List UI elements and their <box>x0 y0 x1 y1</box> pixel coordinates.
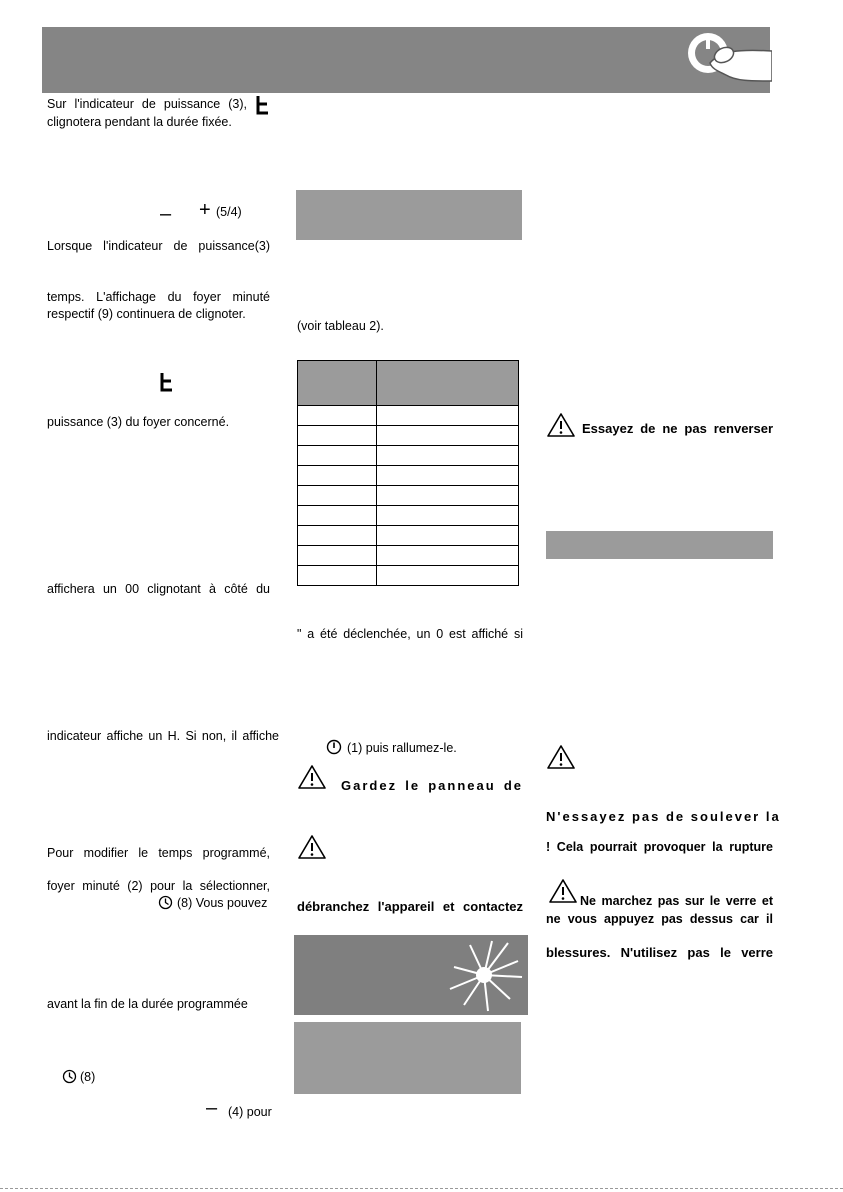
touch-finger-icon <box>680 29 772 91</box>
plus-icon: + <box>199 199 211 221</box>
table-header-cell <box>298 361 377 406</box>
table-header-row <box>298 361 519 406</box>
table-cell <box>298 466 377 486</box>
table-cell <box>298 406 377 426</box>
section-heading-box <box>296 190 522 240</box>
col3-p1: Essayez de ne pas renverser <box>582 421 773 436</box>
table-cell <box>298 566 377 586</box>
table-cell <box>377 466 519 486</box>
col1-p4-line2: respectif (9) continuera de clignoter. <box>47 307 246 321</box>
col1-p12: (8) <box>80 1070 96 1084</box>
table-row <box>298 446 519 466</box>
warning-icon <box>548 878 578 904</box>
header-banner <box>42 27 770 93</box>
table-row <box>298 566 519 586</box>
minus-icon: – <box>160 203 172 225</box>
col1-p8: Pour modifier le temps programmé, <box>47 846 270 860</box>
col2-p4: Gardez le panneau de <box>341 778 523 793</box>
clock-icon <box>158 895 173 910</box>
col3-p4-line1: Ne marchez pas sur le verre et <box>580 894 773 908</box>
section-heading-bar <box>546 531 773 559</box>
power-icon <box>326 739 342 755</box>
col1-p2: (5/4) <box>216 205 242 219</box>
col2-p5: débranchez l'appareil et contactez <box>297 899 523 914</box>
table-cell <box>298 546 377 566</box>
col1-p7: indicateur affiche un H. Si non, il affiche <box>47 729 279 743</box>
warning-icon <box>297 834 327 860</box>
table-cell <box>377 526 519 546</box>
dark-heading-box <box>294 935 528 1015</box>
table-2 <box>297 360 519 586</box>
warning-icon <box>546 412 576 438</box>
col3-p2: N'essayez pas de soulever la <box>546 809 781 824</box>
warning-icon <box>546 744 576 770</box>
table-row <box>298 486 519 506</box>
col3-p3: ! Cela pourrait provoquer la rupture <box>546 840 773 854</box>
table-cell <box>377 506 519 526</box>
col1-p6: affichera un 00 clignotant à côté du <box>47 582 270 596</box>
table-cell <box>298 486 377 506</box>
col1-p4-line1: temps. L'affichage du foyer minuté <box>47 290 270 304</box>
table-row <box>298 466 519 486</box>
table-cell <box>298 446 377 466</box>
col1-p11: avant la fin de la durée programmée <box>47 997 248 1011</box>
col1-p5: puissance (3) du foyer concerné. <box>47 415 230 429</box>
table-row <box>298 546 519 566</box>
col1-p1-line1: Sur l'indicateur de puissance (3), <box>47 97 247 111</box>
table-cell <box>377 426 519 446</box>
timer-t-symbol-icon <box>254 95 270 115</box>
col3-p4-line2: ne vous appuyez pas dessus car il <box>546 912 773 926</box>
table-row <box>298 526 519 546</box>
table-cell <box>377 546 519 566</box>
timer-t-symbol-icon <box>158 372 174 392</box>
minus-icon: – <box>206 1097 218 1119</box>
table-cell <box>298 526 377 546</box>
sparkle-burst-icon <box>444 937 524 1013</box>
table-cell <box>377 446 519 466</box>
table-row <box>298 506 519 526</box>
col1-p13: (4) pour <box>228 1105 272 1119</box>
table-cell <box>298 426 377 446</box>
col2-p2: " a été déclenchée, un 0 est affiché si <box>297 627 523 641</box>
table-cell <box>377 566 519 586</box>
col1-p9: foyer minuté (2) pour la sélectionner, <box>47 879 270 893</box>
page-bottom-edge <box>0 1188 843 1189</box>
col3-p5: blessures. N'utilisez pas le verre <box>546 945 773 960</box>
col1-p10: (8) Vous pouvez <box>177 896 268 910</box>
col1-p3: Lorsque l'indicateur de puissance(3) <box>47 239 270 253</box>
table-cell <box>377 406 519 426</box>
table-row <box>298 426 519 446</box>
table-cell <box>298 506 377 526</box>
col2-p3: (1) puis rallumez-le. <box>347 741 457 755</box>
table-header-cell <box>377 361 519 406</box>
clock-icon <box>62 1069 77 1084</box>
col2-p1: (voir tableau 2). <box>297 319 384 333</box>
col1-p1-line2: clignotera pendant la durée fixée. <box>47 115 232 129</box>
table-cell <box>377 486 519 506</box>
section-heading-box-2 <box>294 1022 521 1094</box>
warning-icon <box>297 764 327 790</box>
table-row <box>298 406 519 426</box>
